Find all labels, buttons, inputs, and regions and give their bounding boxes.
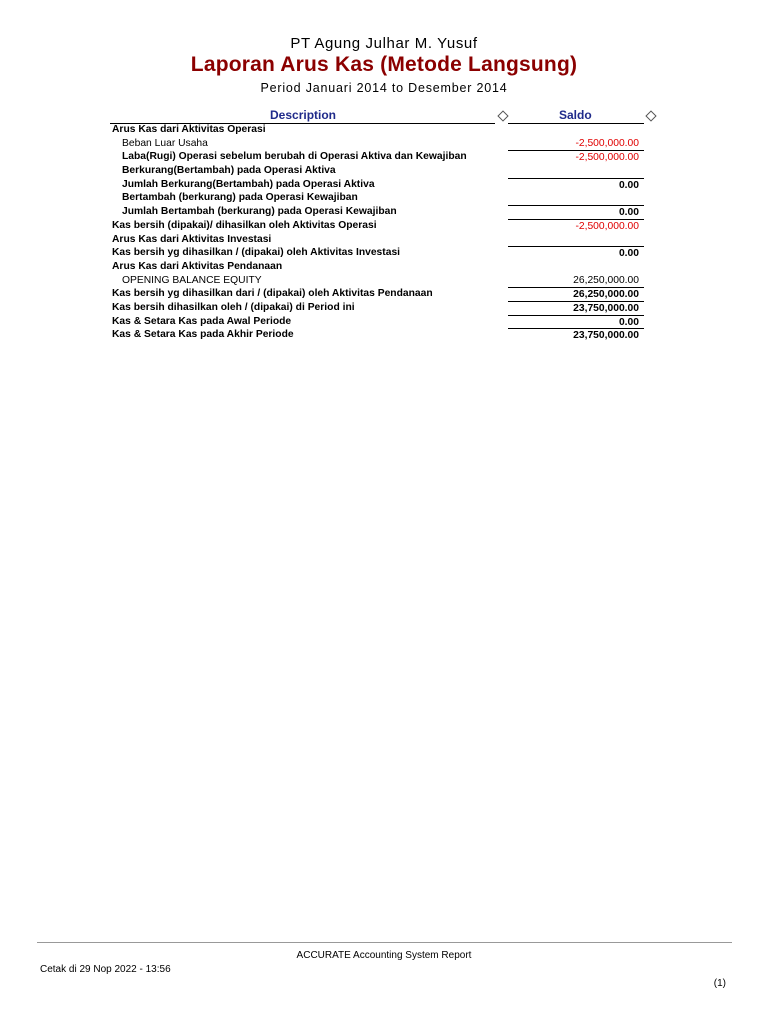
- column-header-saldo[interactable]: [508, 107, 644, 124]
- table-row: [0, 191, 768, 205]
- row-amount: 0.00: [508, 246, 644, 261]
- row-description: Arus Kas dari Aktivitas Operasi: [112, 124, 266, 135]
- row-description: Beban Luar Usaha: [122, 137, 208, 149]
- row-description: Kas & Setara Kas pada Akhir Periode: [112, 329, 294, 341]
- table-row: [0, 260, 768, 274]
- table-row: [0, 233, 768, 247]
- report-period: Period Januari 2014 to Desember 2014: [260, 81, 508, 95]
- table-row: [0, 287, 768, 301]
- table-row: [0, 150, 768, 164]
- footer-print-date: Cetak di 29 Nop 2022 - 13:56: [40, 964, 171, 975]
- row-amount: 23,750,000.00: [508, 328, 644, 343]
- row-amount: 26,250,000.00: [508, 287, 644, 302]
- row-description: Kas bersih (dipakai)/ dihasilkan oleh Aktivitas Operasi: [112, 219, 377, 231]
- footer-divider: [37, 942, 732, 943]
- table-row: [0, 123, 768, 137]
- row-description: Kas bersih dihasilkan oleh / (dipakai) di Period ini: [112, 301, 355, 313]
- row-amount: -2,500,000.00: [508, 219, 644, 234]
- footer-system-name: ACCURATE Accounting System Report: [296, 950, 472, 961]
- row-description: Jumlah Berkurang(Bertambah) pada Operasi Aktiva: [122, 178, 375, 190]
- cash-flow-table: [0, 123, 768, 342]
- table-row: [0, 137, 768, 151]
- row-amount: 0.00: [508, 178, 644, 193]
- row-description: Kas & Setara Kas pada Awal Periode: [112, 315, 292, 327]
- row-amount: 23,750,000.00: [508, 301, 644, 316]
- table-row: [0, 274, 768, 288]
- row-description: Kas bersih yg dihasilkan / (dipakai) oleh Aktivitas Investasi: [112, 247, 401, 259]
- row-description: Arus Kas dari Aktivitas Investasi: [112, 233, 272, 245]
- sort-icon[interactable]: [497, 110, 508, 121]
- row-description: Berkurang(Bertambah) pada Operasi Aktiva: [122, 165, 336, 177]
- column-header-description[interactable]: [110, 107, 495, 124]
- column-header-description-label: Description: [270, 108, 337, 122]
- row-description: Jumlah Bertambah (berkurang) pada Operasi Kewajiban: [122, 206, 397, 218]
- row-description: Bertambah (berkurang) pada Operasi Kewajiban: [122, 192, 358, 204]
- table-row: [0, 178, 768, 192]
- table-row: [0, 315, 768, 329]
- column-header-saldo-label: Saldo: [559, 108, 592, 122]
- row-amount: -2,500,000.00: [508, 150, 644, 165]
- sort-icon[interactable]: [645, 110, 656, 121]
- row-description: Kas bersih yg dihasilkan dari / (dipakai) oleh Aktivitas Pendanaan: [112, 288, 433, 300]
- table-row: [0, 205, 768, 219]
- row-amount: 0.00: [508, 205, 644, 220]
- table-row: [0, 301, 768, 315]
- table-row: [0, 219, 768, 233]
- company-name: PT Agung Julhar M. Yusuf: [290, 35, 478, 52]
- row-description: Arus Kas dari Aktivitas Pendanaan: [112, 260, 283, 272]
- footer-page-number: (1): [713, 978, 726, 989]
- table-row: [0, 164, 768, 178]
- row-description: Laba(Rugi) Operasi sebelum berubah di Operasi Aktiva dan Kewajiban: [122, 151, 467, 163]
- table-row: [0, 246, 768, 260]
- row-amount: 26,250,000.00: [573, 274, 639, 286]
- row-description: OPENING BALANCE EQUITY: [122, 274, 262, 286]
- row-amount: -2,500,000.00: [575, 137, 639, 149]
- row-amount: 0.00: [508, 315, 644, 330]
- table-row: [0, 328, 768, 342]
- report-title: Laporan Arus Kas (Metode Langsung): [190, 53, 578, 76]
